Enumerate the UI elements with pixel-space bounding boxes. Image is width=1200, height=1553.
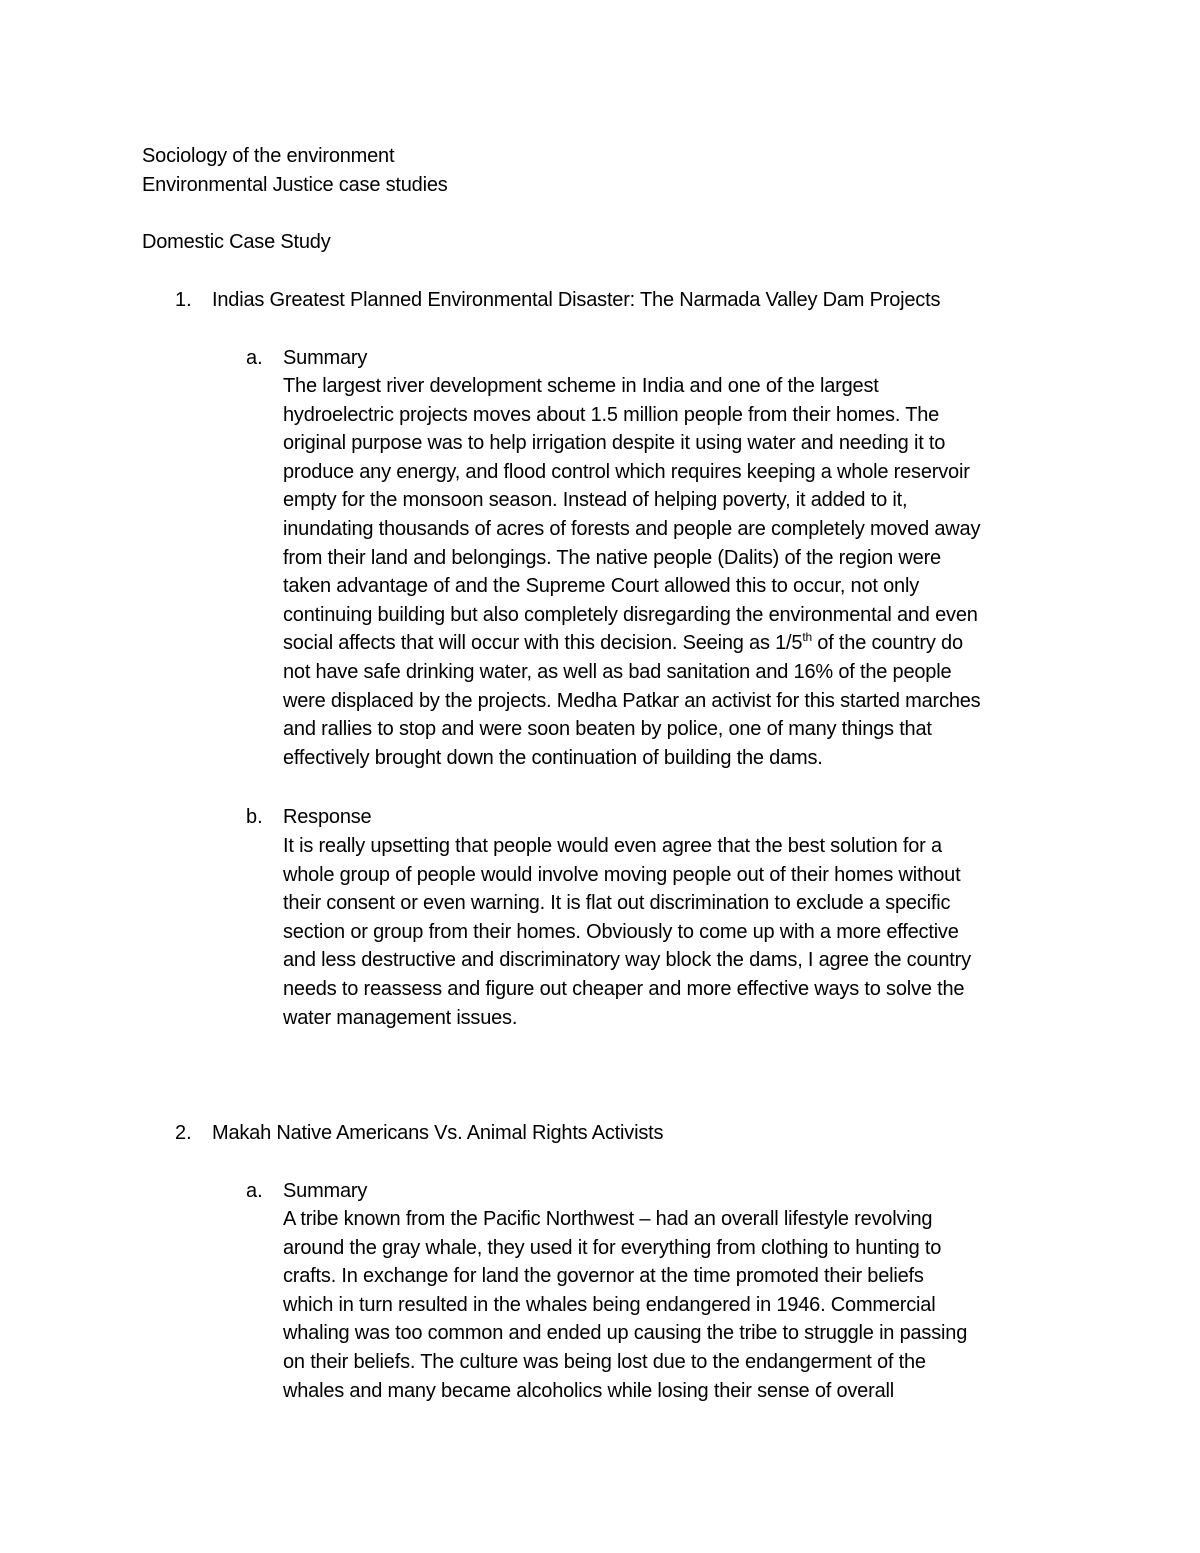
- summary-line: not have safe drinking water, as well as bad sanitation and 16% of the people: [283, 660, 952, 683]
- case-2-summary-heading: Summary: [283, 1180, 368, 1202]
- summary-line-part: social affects that will occur with this decision. Seeing as 1/5: [283, 632, 803, 655]
- case-2-summary-text: [283, 1205, 967, 1405]
- case-1-summary-marker: a.: [246, 347, 263, 369]
- summary-line: effectively brought down the continuation of building the dams.: [283, 746, 823, 769]
- case-2-summary-marker: a.: [246, 1180, 263, 1202]
- response-line: whole group of people would involve moving people out of their homes without: [283, 863, 961, 886]
- case-1-summary-heading: Summary: [283, 347, 368, 369]
- summary-line: from their land and belongings. The native people (Dalits) of the region were: [283, 546, 941, 569]
- summary-line: empty for the monsoon season. Instead of helping poverty, it added to it,: [283, 489, 908, 512]
- section-heading: Domestic Case Study: [142, 231, 331, 253]
- case-2-title: Makah Native Americans Vs. Animal Rights Activists: [212, 1122, 664, 1144]
- summary-line: continuing building but also completely disregarding the environmental and even: [283, 603, 978, 626]
- superscript-th: th: [802, 630, 812, 645]
- case-1-title: Indias Greatest Planned Environmental Disaster: The Narmada Valley Dam Projects: [212, 289, 941, 311]
- summary-line: which in turn resulted in the whales being endangered in 1946. Commercial: [283, 1293, 936, 1316]
- summary-line: A tribe known from the Pacific Northwest – had an overall lifestyle revolving: [283, 1208, 933, 1230]
- case-1-response-text: [283, 832, 971, 1032]
- summary-line: crafts. In exchange for land the governor at the time promoted their beliefs: [283, 1265, 924, 1288]
- case-2-number: 2.: [175, 1122, 192, 1144]
- response-line: section or group from their homes. Obviously to come up with a more effective: [283, 920, 959, 943]
- case-1-number: 1.: [175, 289, 192, 311]
- summary-line: whaling was too common and ended up causing the tribe to struggle in passing: [283, 1322, 968, 1345]
- summary-line: original purpose was to help irrigation despite it using water and needing it to: [283, 432, 946, 455]
- summary-line: The largest river development scheme in India and one of the largest: [283, 375, 879, 397]
- case-1-response-heading: Response: [283, 806, 372, 828]
- course-title: Sociology of the environment: [142, 145, 395, 167]
- summary-line: produce any energy, and flood control which requires keeping a whole reservoir: [283, 460, 970, 483]
- case-1-response-marker: b.: [246, 806, 263, 828]
- summary-line: hydroelectric projects moves about 1.5 million people from their homes. The: [283, 403, 940, 426]
- response-line: water management issues.: [283, 1006, 518, 1029]
- summary-line: taken advantage of and the Supreme Court allowed this to occur, not only: [283, 575, 920, 598]
- response-line: It is really upsetting that people would even agree that the best solution for a: [283, 835, 942, 857]
- summary-line: inundating thousands of acres of forests and people are completely moved away: [283, 517, 981, 540]
- document-subtitle: Environmental Justice case studies: [142, 174, 448, 196]
- summary-line: whales and many became alcoholics while losing their sense of overall: [283, 1379, 894, 1402]
- summary-line-part: of the country do: [811, 632, 963, 655]
- summary-line: and rallies to stop and were soon beaten by police, one of many things that: [283, 718, 932, 741]
- response-line: needs to reassess and figure out cheaper and more effective ways to solve the: [283, 977, 965, 1000]
- summary-line-with-superscript: [283, 629, 980, 658]
- summary-line: around the gray whale, they used it for everything from clothing to hunting to: [283, 1236, 942, 1259]
- summary-line: on their beliefs. The culture was being lost due to the endangerment of the: [283, 1350, 926, 1373]
- case-1-summary-text: [283, 372, 980, 772]
- summary-line: were displaced by the projects. Medha Patkar an activist for this started marches: [283, 689, 981, 712]
- response-line: their consent or even warning. It is flat out discrimination to exclude a specific: [283, 892, 951, 915]
- response-line: and less destructive and discriminatory way block the dams, I agree the country: [283, 949, 971, 972]
